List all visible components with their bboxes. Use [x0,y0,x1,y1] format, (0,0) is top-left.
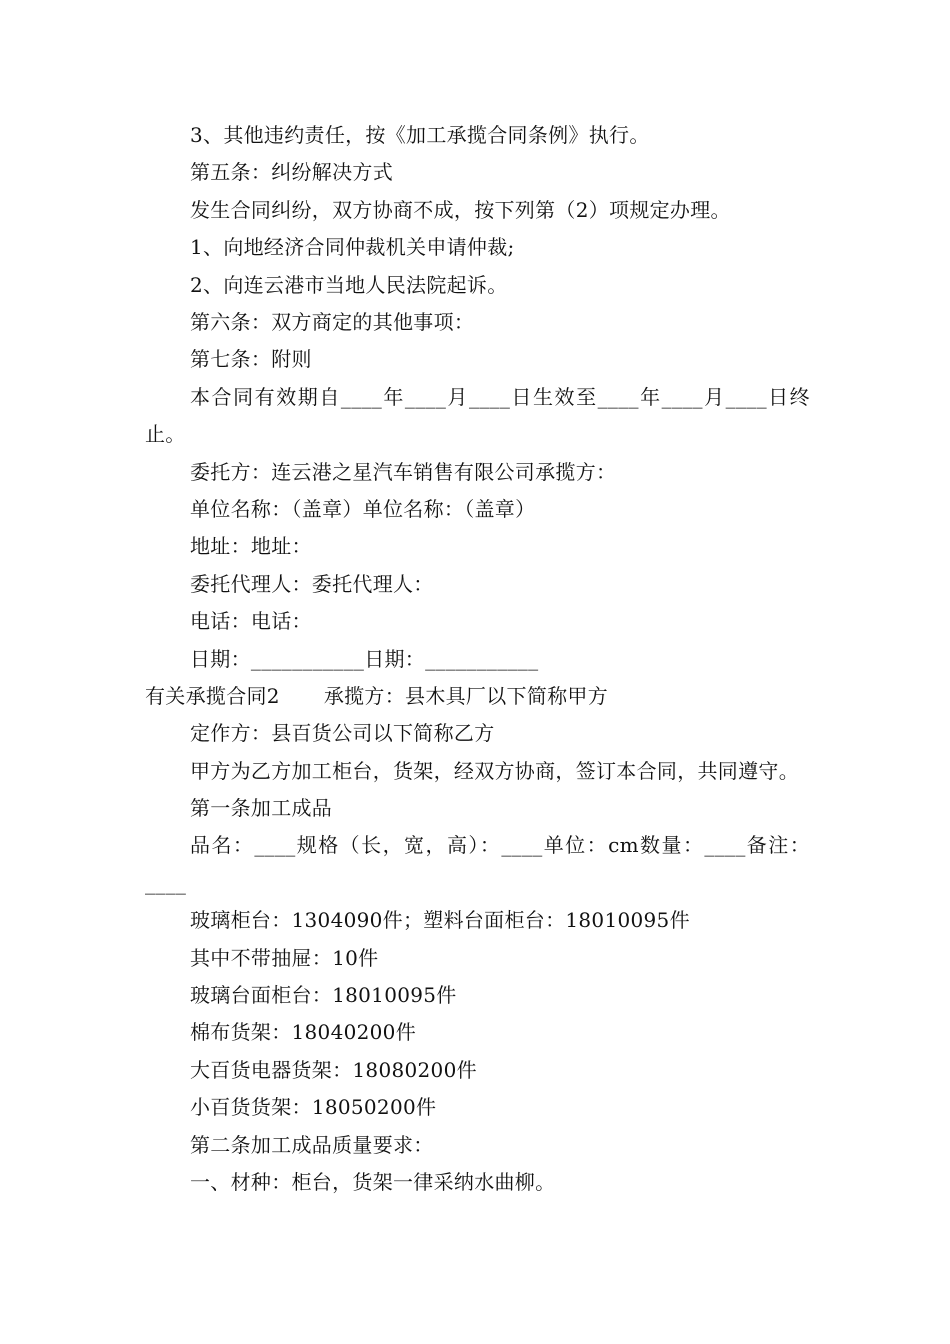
product-item-line: 棉布货架：18040200件 [190,1020,416,1045]
section-heading: 第二条加工成品质量要求： [190,1132,434,1157]
section-heading: 第五条：纠纷解决方式 [190,160,393,185]
paragraph-line: 3、其他违约责任，按《加工承揽合同条例》执行。 [190,123,650,147]
section-heading: 第七条：附则 [190,347,312,372]
signature-phone-line: 电话：电话： [190,609,312,634]
signature-agent-line: 委托代理人：委托代理人： [190,571,434,596]
paragraph-line: 发生合同纠纷，双方协商不成，按下列第（2）项规定办理。 [190,197,731,222]
agreement-paragraph: 甲方为乙方加工柜台，货架，经双方协商，签订本合同，共同遵守。 [190,758,799,783]
contractor-party: 承揽方：县木具厂以下简称甲方 [323,683,609,708]
product-item-line: 小百货货架：18050200件 [190,1095,437,1120]
section-heading: 第一条加工成品 [190,796,333,821]
paragraph-line: 一、材种：柜台，货架一律采纳水曲柳。 [190,1170,556,1195]
product-item-line: 大百货电器货架：18080200件 [190,1057,477,1082]
product-item-line: 其中不带抽屉：10件 [190,945,379,970]
contract-title: 有关承揽合同2 [145,683,280,708]
validity-period-paragraph: 本合同有效期自____年____月____日生效至____年____月____日终止。 [145,384,810,447]
product-spec-paragraph: 品名：____规格（长，宽，高）：____单位：cm数量：____备注：____ [145,833,810,895]
contract-title-line [145,678,810,715]
signature-address-line: 地址：地址： [190,534,312,559]
paragraph-line: 2、向连云港市当地人民法院起诉。 [190,272,508,297]
paragraph-line: 1、向地经济合同仲裁机关申请仲裁; [190,235,515,260]
product-item-line: 玻璃台面柜台：18010095件 [190,983,457,1008]
client-party-line: 定作方：县百货公司以下简称乙方 [190,721,495,746]
signature-party-line: 委托方：连云港之星汽车销售有限公司承揽方： [190,459,617,484]
signature-date-line: 日期：___________日期：___________ [190,646,539,671]
signature-unit-line: 单位名称：（盖章）单位名称：（盖章） [190,496,536,521]
document-body [145,117,810,1201]
section-heading: 第六条：双方商定的其他事项： [190,309,475,334]
product-item-line: 玻璃柜台：1304090件；塑料台面柜台：18010095件 [190,908,690,933]
